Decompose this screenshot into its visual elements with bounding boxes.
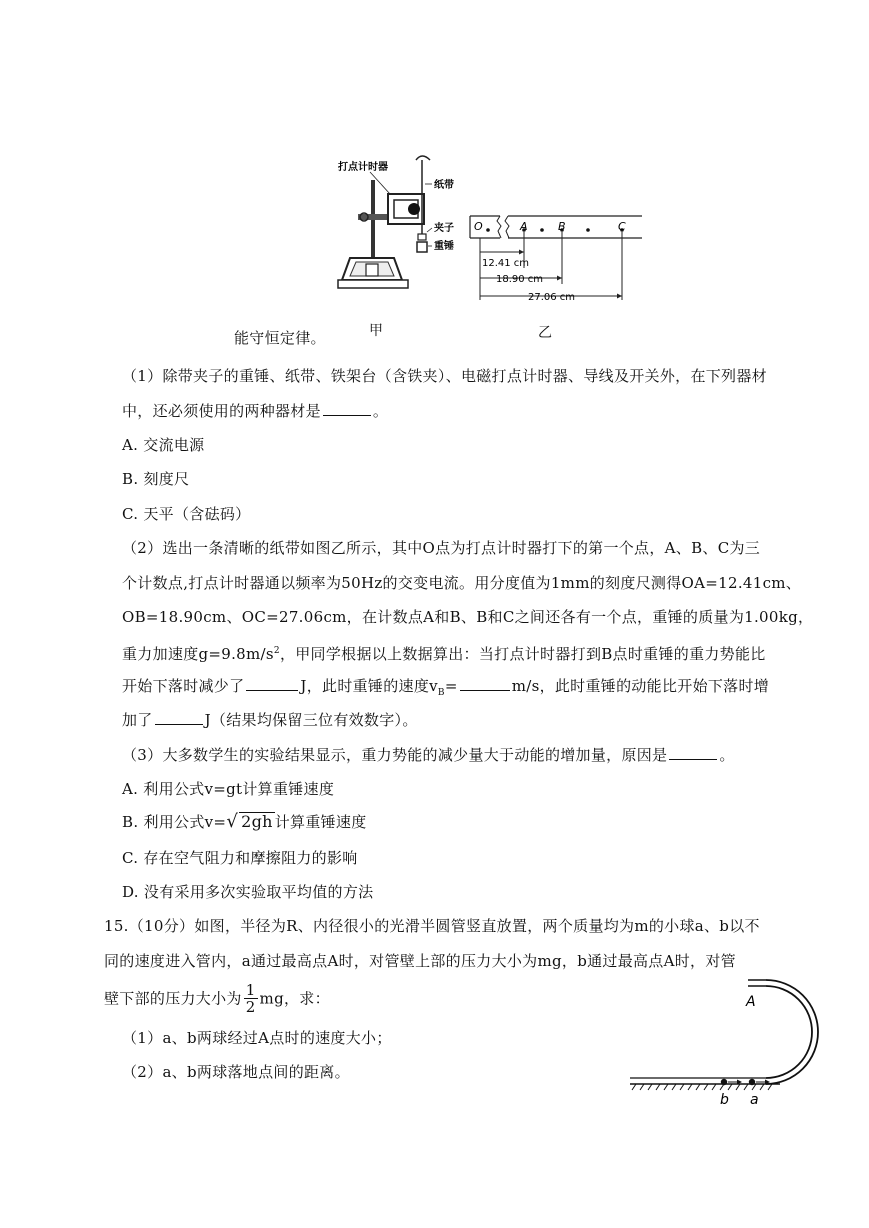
fraction-one-half: $\frac{1}{2}$: [245, 981, 256, 1016]
q14-part1-line1: （1）除带夹子的重锤、纸带、铁架台（含铁夹）、电磁打点计时器、导线及开关外，在下列器材: [122, 367, 767, 385]
dimension-OC: 27.06 cm: [528, 292, 576, 303]
timer-label: 打点计时器: [338, 162, 388, 173]
q14-part2-line5: 开始下落时减少了 J，此时重锤的速度$v_B= m/s$，此时重锤的动能比开始下落时增: [122, 677, 770, 698]
q14-part2-line4: 重力加速度$g=9.8m/s^2$，甲同学根据以上数据算出：当打点计时器打到B点时重锤的重力势能比: [122, 645, 766, 663]
top-point-label: A: [746, 994, 756, 1010]
dimension-OB: 18.90 cm: [496, 274, 544, 285]
apparatus-figure-jia: [330, 150, 460, 310]
tape-point-C: C: [618, 220, 626, 233]
answer-blank-3[interactable]: [460, 676, 510, 691]
answer-blank-5[interactable]: [669, 745, 717, 760]
clip-label: 夹子: [434, 223, 454, 234]
intro-tail: 能守恒定律。: [234, 329, 326, 347]
paper-tape-figure-yi: [464, 208, 644, 308]
q14-part1-line2: 中，还必须使用的两种器材是 。: [122, 402, 389, 420]
answer-blank-1[interactable]: [323, 401, 371, 416]
q14-part3-line1: （3）大多数学生的实验结果显示，重力势能的减少量大于动能的增加量，原因是 。: [122, 746, 735, 764]
q15-sub1: （1）a、b两球经过A点时的速度大小；: [122, 1029, 392, 1047]
q15-line1: 15.（10分）如图，半径为R、内径很小的光滑半圆管竖直放置，两个质量均为m的小球a、b以不: [104, 917, 760, 935]
answer-blank-4[interactable]: [155, 710, 203, 725]
option-1C: C. 天平（含砝码）: [122, 505, 251, 523]
option-1A: A. 交流电源: [122, 436, 205, 454]
q15-line3: 壁下部的压力大小为 $\frac{1}{2}$ mg，求：: [104, 981, 330, 1016]
q14-part2-line6: 加了 J（结果均保留三位有效数字）。: [122, 711, 418, 729]
option-3B: B. 利用公式v=√ 2gh 计算重锤速度: [122, 811, 367, 832]
weight-label: 重锤: [434, 241, 454, 252]
dimension-OA: 12.41 cm: [482, 258, 530, 269]
option-3D: D. 没有采用多次实验取平均值的方法: [122, 883, 374, 901]
caption-jia: 甲: [369, 323, 383, 339]
ball-b-label: b: [720, 1092, 729, 1108]
semicircle-tube-figure: [620, 978, 820, 1108]
ball-a-label: a: [750, 1092, 759, 1108]
q14-part2-line1: （2）选出一条清晰的纸带如图乙所示，其中O点为打点计时器打下的第一个点，A、B、C为三: [122, 539, 761, 557]
tape-label: 纸带: [434, 180, 454, 191]
tape-point-B: B: [558, 220, 566, 233]
option-3C: C. 存在空气阻力和摩擦阻力的影响: [122, 849, 358, 867]
option-1B: B. 刻度尺: [122, 470, 190, 488]
answer-blank-2[interactable]: [246, 676, 298, 691]
caption-yi: 乙: [538, 325, 552, 341]
q14-part2-line3: OB=18.90cm、OC=27.06cm，在计数点A和B、B和C之间还各有一个点，重锤的质量为1.00kg，: [122, 608, 814, 626]
q14-part2-line2: 个计数点,打点计时器通以频率为50Hz的交变电流。用分度值为1mm的刻度尺测得OA=12.41cm、: [122, 574, 802, 592]
option-3A: A. 利用公式v=gt计算重锤速度: [122, 780, 335, 798]
q15-line2: 同的速度进入管内，a通过最高点A时，对管壁上部的压力大小为mg，b通过最高点A时，对管: [104, 952, 736, 970]
tape-point-O: O: [474, 220, 483, 233]
q15-sub2: （2）a、b两球落地点间的距离。: [122, 1063, 350, 1081]
sqrt-icon: √: [226, 811, 239, 832]
tape-point-A: A: [520, 220, 528, 233]
